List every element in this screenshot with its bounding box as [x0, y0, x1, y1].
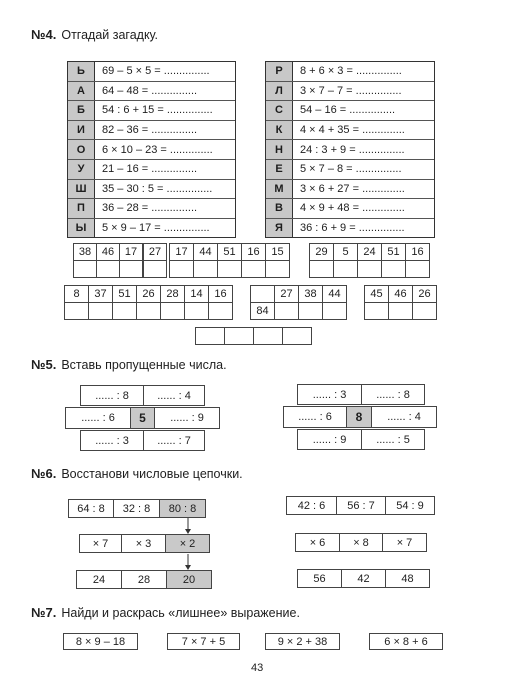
riddle-row	[68, 180, 235, 200]
answer-cell[interactable]	[96, 243, 120, 278]
riddle-letter: Ь	[68, 62, 95, 81]
riddle-expression: 54 – 16 = ...............	[300, 104, 396, 117]
task4-title: Отгадай загадку.	[61, 28, 159, 42]
answer-number: 27	[144, 244, 166, 261]
riddle-row	[68, 219, 235, 238]
answer-cell[interactable]	[381, 243, 406, 278]
riddle-row	[266, 219, 434, 238]
answer-number: 17	[170, 244, 193, 261]
chain-cell[interactable]: × 7	[382, 533, 427, 552]
answer-number: 46	[97, 244, 119, 261]
chain-arrows	[180, 518, 200, 572]
chain-cell: 64 : 8	[68, 499, 114, 518]
chain-cell: 32 : 8	[113, 499, 160, 518]
answer-number: 17	[120, 244, 142, 261]
answer-number: 16	[209, 286, 232, 303]
chain-cell[interactable]: × 7	[79, 534, 122, 553]
answer-word-7	[364, 285, 437, 320]
answer-number: 38	[299, 286, 322, 303]
answer-word-4	[309, 243, 430, 278]
riddle-expression: 69 – 5 × 5 = ...............	[102, 65, 210, 78]
answer-number: 38	[74, 244, 96, 261]
riddle-expression: 36 – 28 = ...............	[102, 202, 198, 215]
answer-cell[interactable]	[73, 243, 97, 278]
answer-number: 14	[185, 286, 208, 303]
answer-number: 28	[161, 286, 184, 303]
riddle-expression: 64 – 48 = ...............	[102, 84, 198, 97]
answer-cell[interactable]	[388, 285, 413, 320]
expression-2[interactable]: 7 × 7 + 5	[167, 633, 240, 650]
task5-title: Вставь пропущенные числа.	[61, 358, 227, 372]
chain-cell[interactable]: 20	[166, 570, 212, 589]
puzzle-cell[interactable]: ...... : 6	[283, 406, 347, 428]
riddle-letter: О	[68, 140, 95, 159]
chain-cell: 56 : 7	[336, 496, 386, 515]
answer-cell[interactable]	[357, 243, 382, 278]
answer-cell[interactable]	[265, 243, 290, 278]
chain-cell[interactable]: × 2	[165, 534, 210, 553]
riddle-letter: И	[68, 121, 95, 140]
answer-cell[interactable]	[143, 243, 167, 278]
task5-heading	[31, 357, 227, 372]
answer-number: 44	[194, 244, 217, 261]
puzzle-cell[interactable]: ...... : 7	[143, 430, 205, 451]
puzzle-cell[interactable]: ...... : 5	[361, 429, 425, 450]
answer-number: 26	[413, 286, 436, 303]
answer-cell[interactable]	[88, 285, 113, 320]
riddle-letter: У	[68, 160, 95, 179]
riddle-expression: 5 × 7 – 8 = ...............	[300, 163, 402, 176]
riddle-row	[68, 101, 235, 121]
chain-right-top	[286, 496, 435, 515]
answer-cell[interactable]	[412, 285, 437, 320]
answer-number: 44	[323, 286, 346, 303]
chain-left-top	[68, 499, 206, 518]
riddle-expression: 6 × 10 – 23 = ..............	[102, 143, 213, 156]
riddle-expression: 82 – 36 = ...............	[102, 124, 198, 137]
answer-number: 24	[358, 244, 381, 261]
puzzle-center: 8	[346, 406, 372, 428]
chain-cell[interactable]: 42	[341, 569, 386, 588]
riddle-row	[266, 82, 434, 102]
riddle-expression: 3 × 7 – 7 = ...............	[300, 84, 402, 97]
riddle-letter: К	[266, 121, 293, 140]
answer-number: 51	[218, 244, 241, 261]
riddle-letter: Ш	[68, 180, 95, 199]
riddle-expression: 36 : 6 + 9 = ...............	[300, 222, 405, 235]
expression-3[interactable]: 9 × 2 + 38	[265, 633, 340, 650]
answer-cell[interactable]	[112, 285, 137, 320]
answer-cell[interactable]	[309, 243, 334, 278]
answer-cell[interactable]	[193, 243, 218, 278]
task5-number: №5.	[31, 357, 57, 372]
riddle-expression: 35 – 30 : 5 = ...............	[102, 182, 213, 195]
riddle-row	[266, 160, 434, 180]
answer-word-1	[73, 243, 143, 278]
chain-cell: 54 : 9	[385, 496, 435, 515]
answer-cell[interactable]	[322, 285, 347, 320]
answer-cell[interactable]	[333, 243, 358, 278]
puzzle-cell[interactable]: ...... : 6	[65, 407, 131, 429]
riddle-table-right	[265, 61, 435, 238]
riddle-row	[266, 180, 434, 200]
task6-number: №6.	[31, 466, 57, 481]
riddle-expression: 4 × 4 + 35 = ..............	[300, 124, 405, 137]
answer-cell[interactable]	[241, 243, 266, 278]
chain-cell[interactable]: 56	[297, 569, 342, 588]
riddle-expression: 21 – 16 = ...............	[102, 163, 198, 176]
riddle-expression: 8 + 6 × 3 = ...............	[300, 65, 402, 78]
riddle-letter: А	[68, 82, 95, 101]
answer-number: 51	[113, 286, 136, 303]
chain-left-bot	[76, 570, 212, 589]
puzzle-center: 5	[130, 407, 155, 429]
answer-word-2	[143, 243, 167, 278]
riddle-expression: 4 × 9 + 48 = ..............	[300, 202, 405, 215]
answer-blank-row[interactable]	[195, 327, 312, 345]
puzzle-cell[interactable]: ...... : 4	[143, 385, 205, 406]
riddle-expression: 5 × 9 – 17 = ...............	[102, 222, 210, 235]
answer-cell[interactable]	[119, 243, 143, 278]
riddle-letter: Н	[266, 140, 293, 159]
riddle-letter: Я	[266, 219, 293, 238]
riddle-letter: В	[266, 199, 293, 218]
riddle-row	[68, 160, 235, 180]
chain-cell[interactable]: × 8	[339, 533, 383, 552]
riddle-table-left	[67, 61, 236, 238]
riddle-row	[68, 140, 235, 160]
puzzle-cell[interactable]: ...... : 9	[154, 407, 220, 429]
riddle-row	[68, 121, 235, 141]
task4-heading	[31, 27, 158, 42]
task6-title: Восстанови числовые цепочки.	[61, 467, 243, 481]
answer-cell[interactable]	[136, 285, 161, 320]
answer-word-6	[250, 285, 347, 320]
riddle-letter: Р	[266, 62, 293, 81]
answer-number: 16	[406, 244, 429, 261]
chain-cell[interactable]: 48	[385, 569, 430, 588]
puzzle-cell[interactable]: ...... : 8	[361, 384, 425, 405]
answer-cell[interactable]	[217, 243, 242, 278]
riddle-expression: 3 × 6 + 27 = ..............	[300, 182, 405, 195]
answer-number: 37	[89, 286, 112, 303]
chain-cell[interactable]: 24	[76, 570, 122, 589]
answer-number: 29	[310, 244, 333, 261]
chain-right-bot	[297, 569, 430, 588]
task7-title: Найди и раскрась «лишнее» выражение.	[61, 606, 300, 620]
riddle-row	[68, 62, 235, 82]
answer-cell[interactable]	[405, 243, 430, 278]
answer-word-3	[169, 243, 290, 278]
riddle-expression: 24 : 3 + 9 = ...............	[300, 143, 405, 156]
answer-number: 45	[365, 286, 388, 303]
answer-cell[interactable]	[169, 243, 194, 278]
puzzle-cell[interactable]: ...... : 8	[80, 385, 144, 406]
answer-number: 84	[251, 302, 274, 319]
riddle-row	[68, 199, 235, 219]
answer-number: 46	[389, 286, 412, 303]
answer-cell[interactable]	[160, 285, 185, 320]
riddle-row	[266, 62, 434, 82]
answer-number: 15	[266, 244, 289, 261]
answer-cell[interactable]	[250, 285, 275, 320]
expression-1[interactable]: 8 × 9 – 18	[63, 633, 138, 650]
page-number: 43	[251, 662, 264, 674]
answer-cell[interactable]	[208, 285, 233, 320]
puzzle-cell[interactable]: ...... : 4	[371, 406, 437, 428]
task4-number: №4.	[31, 27, 57, 42]
answer-cell[interactable]	[64, 285, 89, 320]
riddle-expression: 54 : 6 + 15 = ...............	[102, 104, 213, 117]
answer-cell[interactable]	[298, 285, 323, 320]
riddle-row	[266, 121, 434, 141]
answer-cell[interactable]	[364, 285, 389, 320]
answer-cell[interactable]	[274, 285, 299, 320]
riddle-row	[266, 140, 434, 160]
puzzle-cell[interactable]: ...... : 9	[297, 429, 362, 450]
answer-number: 26	[137, 286, 160, 303]
task7-heading	[31, 605, 300, 620]
answer-number: 16	[242, 244, 265, 261]
chain-cell[interactable]: × 6	[295, 533, 340, 552]
chain-right-mid	[295, 533, 427, 552]
riddle-letter: П	[68, 199, 95, 218]
riddle-row	[266, 199, 434, 219]
answer-number: 5	[334, 244, 357, 261]
riddle-row	[68, 82, 235, 102]
answer-number: 8	[65, 286, 88, 303]
chain-cell: 42 : 6	[286, 496, 337, 515]
riddle-letter: С	[266, 101, 293, 120]
answer-number: 51	[382, 244, 405, 261]
riddle-letter: Б	[68, 101, 95, 120]
riddle-row	[266, 101, 434, 121]
chain-cell[interactable]: × 3	[121, 534, 166, 553]
riddle-letter: Л	[266, 82, 293, 101]
riddle-letter: Е	[266, 160, 293, 179]
task7-number: №7.	[31, 605, 57, 620]
chain-cell[interactable]: 28	[121, 570, 167, 589]
expression-4[interactable]: 6 × 8 + 6	[369, 633, 443, 650]
answer-number: 27	[275, 286, 298, 303]
puzzle-cell[interactable]: ...... : 3	[297, 384, 362, 405]
chain-cell: 80 : 8	[159, 499, 206, 518]
riddle-letter: Ы	[68, 219, 95, 238]
task6-heading	[31, 466, 243, 481]
puzzle-cell[interactable]: ...... : 3	[80, 430, 144, 451]
riddle-letter: М	[266, 180, 293, 199]
answer-cell[interactable]	[184, 285, 209, 320]
answer-word-5	[64, 285, 233, 320]
